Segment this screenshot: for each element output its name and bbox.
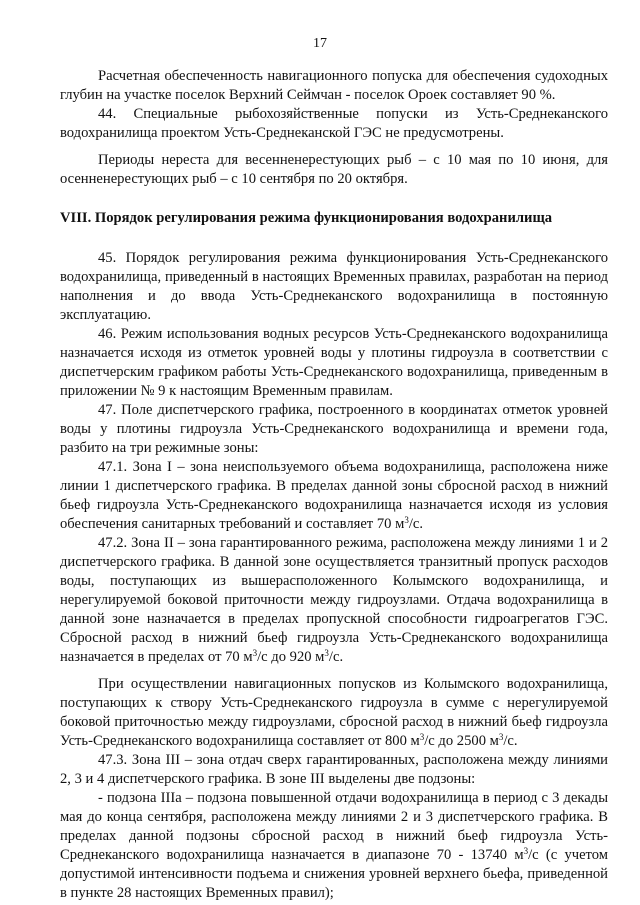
superscript: 3 (498, 732, 504, 742)
paragraph-47-3: 47.3. Зона III – зона отдач сверх гарантированных, расположена между линиями 2, 3 и 4 диспетчерского графика. В зоне III выделены две подзоны: (60, 752, 608, 787)
paragraph-navigation-releases-end: /с. (503, 733, 518, 749)
superscript: 3 (252, 648, 258, 658)
paragraph-47-1-end: /с. (408, 516, 423, 532)
paragraph-47-2 (60, 534, 608, 667)
paragraph-46: 46. Режим использования водных ресурсов Усть-Среднеканского водохранилища назначается исходя из отметок уровней воды у плотины гидроузла в соответствии с диспетчерским графиком работы Усть-Среднеканского водохранилища, приведенным в приложении № 9 к настоящим Временным правилам. (60, 326, 608, 399)
superscript: 3 (324, 648, 329, 658)
paragraph-subzone-iiia (60, 789, 608, 903)
paragraph-navigation-releases (60, 675, 608, 751)
paragraph-45: 45. Порядок регулирования режима функционирования Усть-Среднеканского водохранилища, приведенный в настоящих Временных правилах, разработан на период наполнения и до ввода Усть-Среднеканского водохранилища в постоянную эксплуатацию. (60, 250, 608, 323)
paragraph-subzone-iiia-end: /с (с учетом допустимой интенсивности подъема и снижения уровней верхнего бьефа, приведенной в пункте 28 настоящих Временных правил); (60, 847, 608, 901)
paragraph-47-2-mid: /с до 920 м (257, 649, 325, 665)
paragraph-navigation-releases-text: При осуществлении навигационных попусков из Колымского водохранилища, поступающих к створу Усть-Среднеканского гидроузла в сумме с нерегулируемой боковой приточностью между гидроузлами, сбросной расход в нижний бьеф гидроузла Усть-Среднеканского водохранилища составляет от 800 м (60, 676, 608, 749)
paragraph-navigation-probability: Расчетная обеспеченность навигационного попуска для обеспечения судоходных глубин на участке поселок Верхний Сеймчан - поселок Ороек составляет 90 %. (60, 68, 608, 103)
paragraph-47-1-text: 47.1. Зона I – зона неиспользуемого объема водохранилища, расположена ниже линии 1 диспетчерского графика. В пределах данной зоны сбросной расход в нижний бьеф гидроузла Усть-Среднеканского водохранилища назначается исходя из условия обеспечения санитарных требований и составляет 70 м (60, 459, 608, 532)
page-number: 17 (313, 36, 327, 51)
superscript: 3 (404, 515, 409, 525)
paragraph-47-2-end: /с. (328, 649, 344, 665)
paragraph-subzone-iiia-text: - подзона IIIа – подзона повышенной отдачи водохранилища в период с 3 декады мая до конца сентября, расположена между линиями 2 и 3 диспетчерского графика. В пределах данной подзоны сбросной расход в нижний бьеф гидроузла Усть-Среднеканского водохранилища назначается в диапазоне 70 - 13740 м (60, 790, 608, 863)
paragraph-navigation-releases-mid: /с до 2500 м (424, 733, 499, 749)
section-heading-viii: VIII. Порядок регулирования режима функционирования водохранилища (60, 210, 553, 226)
paragraph-spawning-periods: Периоды нереста для весенненерестующих рыб – с 10 мая по 10 июня, для осенненерестующих рыб – с 10 сентября по 20 октября. (60, 152, 608, 187)
paragraph-47-2-text: 47.2. Зона II – зона гарантированного режима, расположена между линиями 1 и 2 диспетчерского графика. В данной зоне осуществляется транзитный пропуск расходов воды, поступающих из вышерасположенного Колымского водохранилища, и нерегулируемой боковой приточности между гидроузлами. Отдача водохранилища в данной зоне назначается в пределах пропускной способности гидроагрегатов ГЭС. Сбросной расход в нижний бьеф гидроузла Усть-Среднеканского водохранилища назначается в пределах от 70 м (60, 535, 608, 665)
paragraph-47: 47. Поле диспетчерского графика, построенного в координатах отметок уровней воды у плотины гидроузла Усть-Среднеканского водохранилища и времени года, разбито на три режимные зоны: (60, 402, 608, 456)
superscript: 3 (523, 846, 529, 856)
superscript: 3 (419, 732, 425, 742)
document-body (60, 67, 608, 903)
paragraph-47-1 (60, 458, 608, 534)
paragraph-44: 44. Специальные рыбохозяйственные попуски из Усть-Среднеканского водохранилища проектом Усть-Среднеканской ГЭС не предусмотрены. (60, 106, 608, 141)
